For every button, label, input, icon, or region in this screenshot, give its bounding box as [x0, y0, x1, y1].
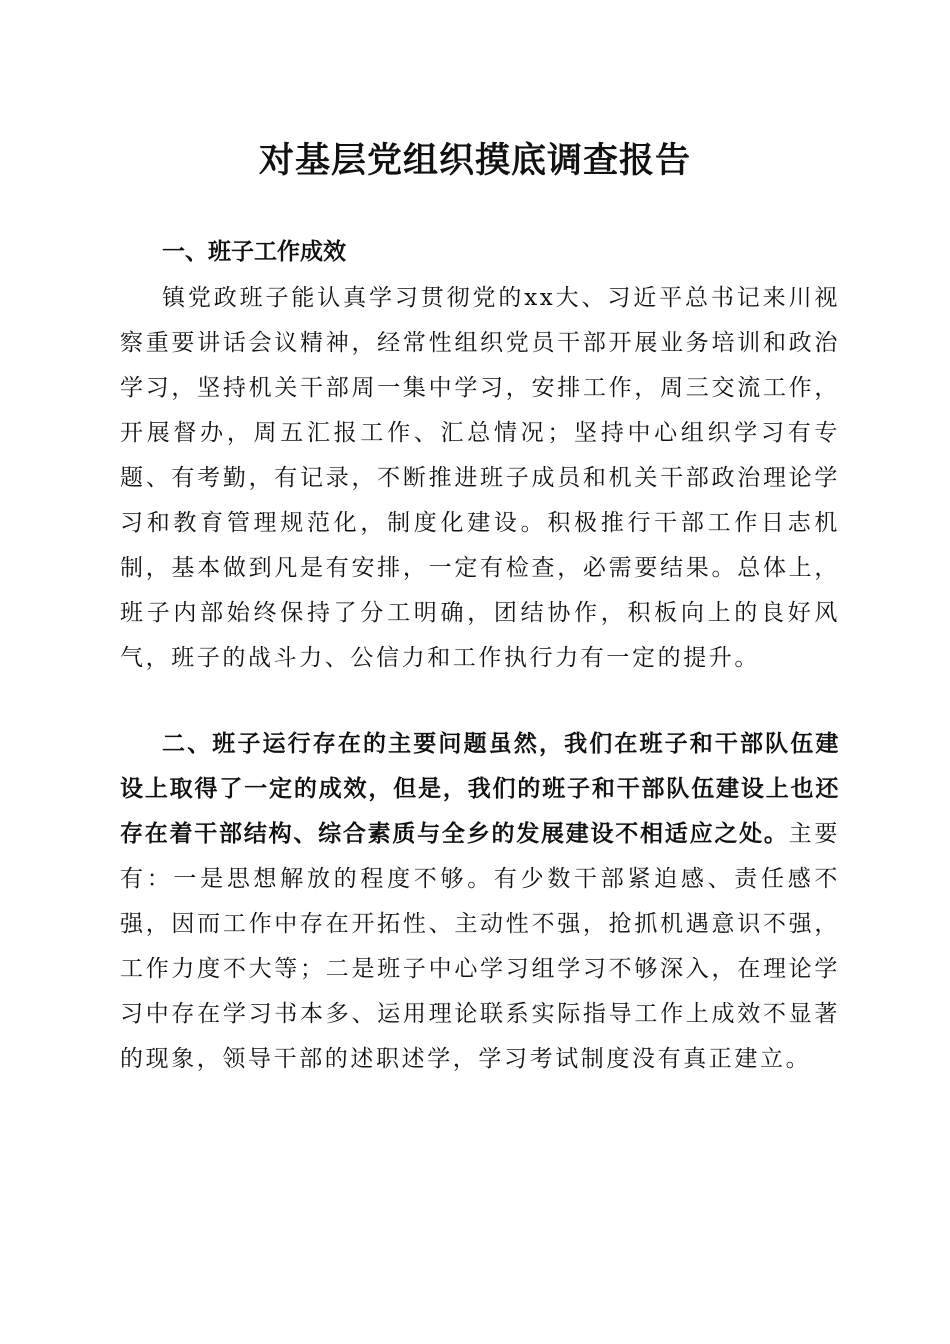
section-two-paragraph	[120, 722, 840, 1082]
section-one-heading: 一、班子工作成效	[162, 239, 346, 265]
section-two-body: 主要有：一是思想解放的程度不够。有少数干部紧迫感、责任感不强，因而工作中存在开拓性、主动性不强，抢抓机遇意识不强，工作力度不大等；二是班子中心学习组学习不够深入，在理论学习中存在学习书本多、运用理论联系实际指导工作上成效不显著的现象，领导干部的述职述学，学习考试制度没有真正建立。	[120, 821, 841, 1072]
document-title: 对基层党组织摸底调查报告	[258, 140, 691, 181]
section-one-paragraph: 镇党政班子能认真学习贯彻党的xx大、习近平总书记来川视察重要讲话会议精神，经常性组织党员干部开展业务培训和政治学习，坚持机关干部周一集中学习，安排工作，周三交流工作，开展督办，周五汇报工作、汇总情况；坚持中心组织学习有专题、有考勤，有记录，不断推进班子成员和机关干部政治理论学习和教育管理规范化，制度化建设。积极推行干部工作日志机制，基本做到凡是有安排，一定有检查，必需要结果。总体上，班子内部始终保持了分工明确，团结协作，积板向上的良好风气，班子的战斗力、公信力和工作执行力有一定的提升。	[120, 285, 840, 671]
section-two-heading: 二、班子运行存在的主要问题虽然，我们在班子和干部队伍建设上取得了一定的成效，但是，我们的班子和干部队伍建设上也还存在着干部结构、综合素质与全乡的发展建设不相适应之处。	[120, 731, 840, 847]
